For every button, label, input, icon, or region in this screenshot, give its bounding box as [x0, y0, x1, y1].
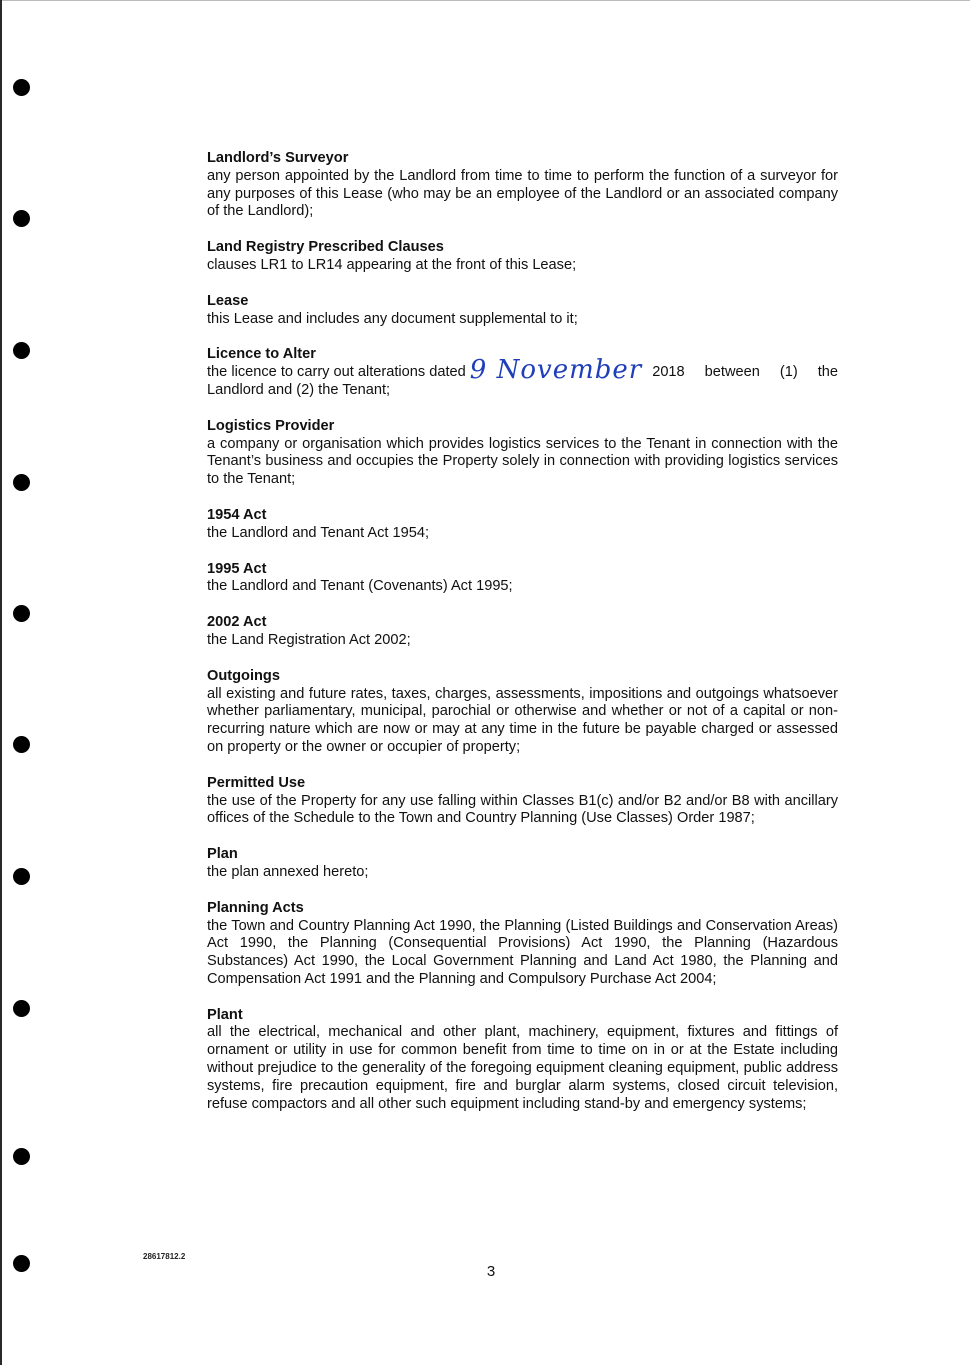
definition-term: 1995 Act: [207, 560, 267, 577]
definition-term: Plan: [207, 846, 238, 863]
definition-text: all existing and future rates, taxes, charges, assessments, impositions and outgoings whatsoever whether parliamentary, municipal, parochial or otherwise and whether or not of a capital or non-recurring nature which are now or may at any time in the future be payable charged or assessed on property or the owner or occupier of property;: [207, 685, 838, 755]
definition-lease: [207, 293, 838, 329]
definition-outgoings: [207, 668, 838, 757]
definition-landlords-surveyor: [207, 150, 838, 221]
handwritten-date: 9 November: [469, 355, 643, 386]
definition-2002-act: [207, 614, 838, 650]
licence-year: 2018: [652, 364, 685, 381]
document-reference: 28617812.2: [143, 1252, 186, 1261]
definition-term: Lease: [207, 292, 249, 309]
definition-term: Landlord’s Surveyor: [207, 150, 349, 166]
definition-land-registry-prescribed-clauses: [207, 239, 838, 275]
page-edge-left: [0, 0, 2, 1365]
punch-hole: [13, 1255, 30, 1272]
licence-text-before: the licence to carry out alterations dated: [207, 364, 466, 381]
punch-hole: [13, 868, 30, 885]
licence-text-after: Landlord and (2) the Tenant;: [207, 381, 391, 398]
definition-term: 2002 Act: [207, 614, 267, 631]
definition-term: Plant: [207, 1006, 243, 1023]
punch-hole: [13, 79, 30, 96]
definition-permitted-use: [207, 775, 838, 828]
definition-term: 1954 Act: [207, 506, 267, 523]
definition-term: Planning Acts: [207, 899, 304, 916]
definition-text: the Town and Country Planning Act 1990, the Planning (Listed Buildings and Conservation Areas) Act 1990, the Planning (Consequential Provisions) Act 1990, the Planning (Hazardous Substances) Act 1990, the Local Government Planning and Land Act 1980, the Planning and Compensation Act 1991 and the Planning and Compulsory Purchase Act 2004;: [207, 917, 838, 987]
definition-text: the Land Registration Act 2002;: [207, 631, 411, 648]
definition-term: Permitted Use: [207, 774, 306, 791]
punch-hole: [13, 474, 30, 491]
definition-term: Licence to Alter: [207, 346, 316, 363]
definition-text: any person appointed by the Landlord from time to time to perform the function of a surveyor for any purposes of this Lease (who may be an employee of the Landlord or an associated company of the Landlord);: [207, 167, 838, 220]
definitions-list: [207, 150, 838, 1113]
licence-the: the: [817, 364, 838, 381]
definition-text: the use of the Property for any use falling within Classes B1(c) and/or B2 and/or B8 with ancillary offices of the Schedule to the Town and Country Planning (Use Classes) Order 1987;: [207, 792, 838, 827]
definition-term: Logistics Provider: [207, 417, 335, 434]
definition-plan: [207, 846, 838, 882]
definition-text: this Lease and includes any document supplemental to it;: [207, 310, 578, 327]
definition-text: all the electrical, mechanical and other plant, machinery, equipment, fixtures and fittings of ornament or utility in use for common benefit from time to time on in or at the Estate including without prejudice to the generality of the foregoing equipment cleaning equipment, public address systems, fire precaution equipment, fire and burglar alarm systems, closed circuit television, refuse compactors and all other such equipment including stand-by and emergency systems;: [207, 1024, 838, 1112]
punch-hole: [13, 736, 30, 753]
definition-planning-acts: [207, 900, 838, 989]
definition-text: a company or organisation which provides logistics services to the Tenant in connection with the Tenant’s business and occupies the Property solely in connection with providing logistics services to the Tenant;: [207, 435, 838, 488]
page-edge-top: [2, 0, 970, 1]
definition-term: Outgoings: [207, 667, 280, 684]
definition-logistics-provider: [207, 418, 838, 489]
licence-text-rest: [652, 364, 838, 382]
page-number: 3: [486, 1263, 496, 1280]
definition-text: the Landlord and Tenant Act 1954;: [207, 524, 430, 541]
licence-date-line: [207, 355, 838, 386]
punch-hole: [13, 605, 30, 622]
definition-plant: [207, 1007, 838, 1114]
definition-licence-to-alter: [207, 346, 838, 399]
licence-party: (1): [779, 364, 798, 381]
licence-between: between: [704, 364, 760, 381]
definition-1954-act: [207, 507, 838, 543]
definition-term: Land Registry Prescribed Clauses: [207, 239, 444, 256]
punch-hole: [13, 210, 30, 227]
definition-text: the Landlord and Tenant (Covenants) Act 1995;: [207, 578, 513, 595]
definition-text: clauses LR1 to LR14 appearing at the front of this Lease;: [207, 256, 577, 273]
punch-hole: [13, 342, 30, 359]
punch-hole: [13, 1148, 30, 1165]
definition-text: the plan annexed hereto;: [207, 863, 369, 880]
punch-hole: [13, 1000, 30, 1017]
definition-1995-act: [207, 561, 838, 597]
